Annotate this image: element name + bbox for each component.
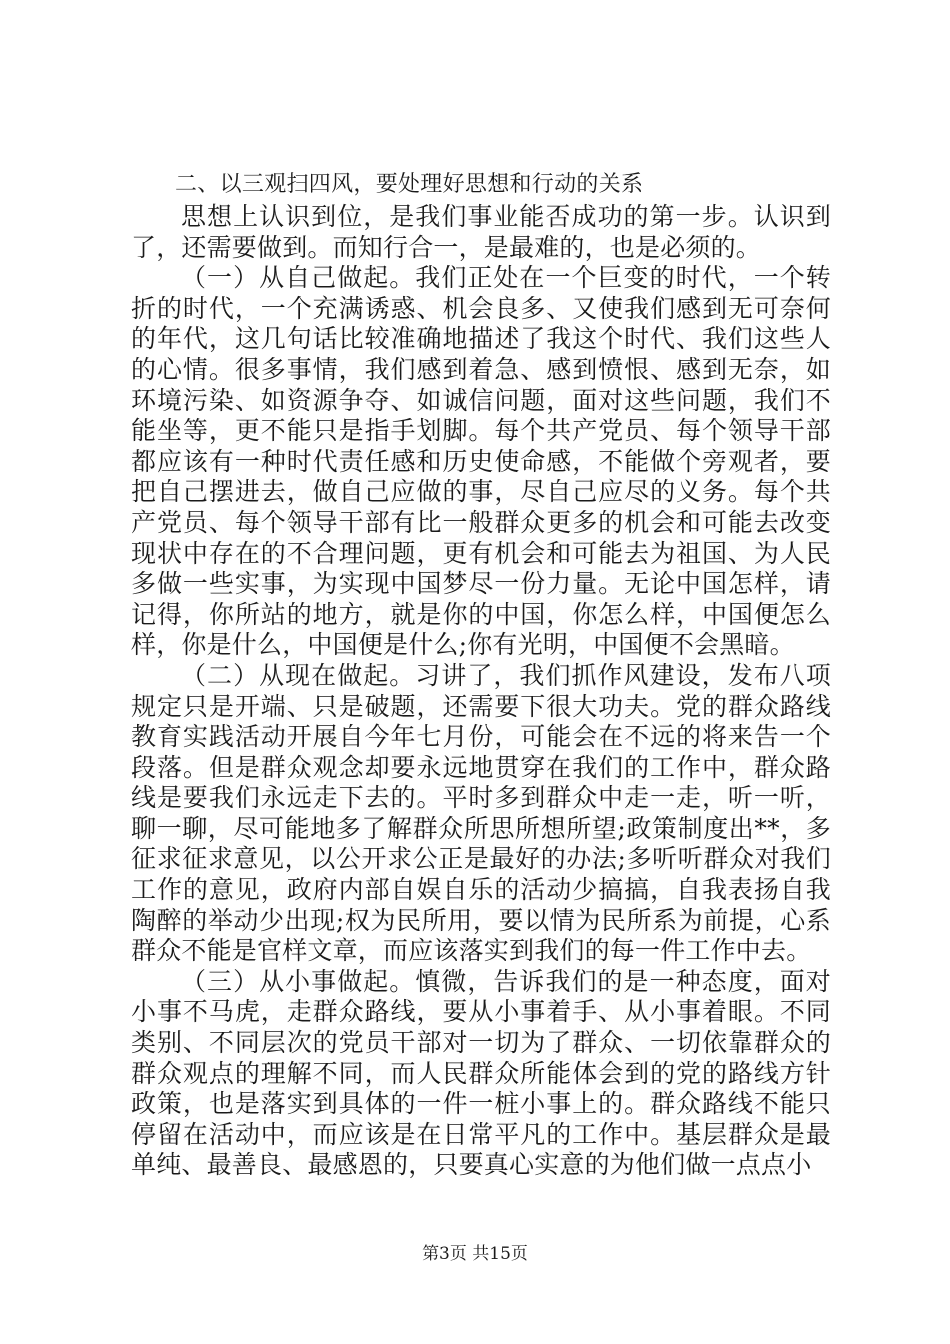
page-number-label: 第3页 共15页 (422, 1244, 528, 1264)
paragraph-point-one: （一）从自己做起。我们正处在一个巨变的时代，一个转折的时代，一个充满诱惑、机会良多、又使我们感到无可奈何的年代，这几句话比较准确地描述了我这个时代、我们这些人的心情。很多事情，我们感到着急、感到愤恨、感到无奈，如环境污染、如资源争夺、如诚信问题，面对这些问题，我们不能坐等，更不能只是指手划脚。每个共产党员、每个领导干部都应该有一种时代责任感和历史使命感，不能做个旁观者，要把自己摆进去，做自己应做的事，尽自己应尽的义务。每个共产党员、每个领导干部有比一般群众更多的机会和可能去改变现状中存在的不合理问题，更有机会和可能去为祖国、为人民多做一些实事，为实现中国梦尽一份力量。无论中国怎样，请记得，你所站的地方，就是你的中国，你怎么样，中国便怎么样，你是什么，中国便是什么;你有光明，中国便不会黑暗。 (131, 263, 831, 660)
section-heading: 二、以三观扫四风，要处理好思想和行动的关系 (175, 172, 644, 197)
page-footer (0, 1244, 950, 1264)
paragraph-point-three: （三）从小事做起。慎微，告诉我们的是一种态度，面对小事不马虎，走群众路线，要从小事着手、从小事着眼。不同类别、不同层次的党员干部对一切为了群众、一切依靠群众的群众观点的理解不同，而人民群众所能体会到的党的路线方针政策，也是落实到具体的一件一桩小事上的。群众路线不能只停留在活动中，而应该是在日常平凡的工作中。基层群众是最单纯、最善良、最感恩的，只要真心实意的为他们做一点点小 (131, 966, 831, 1180)
document-body (131, 168, 831, 1181)
paragraph-point-two: （二）从现在做起。习讲了，我们抓作风建设，发布八项规定只是开端、只是破题，还需要下很大功夫。党的群众路线教育实践活动开展自今年七月份，可能会在不远的将来告一个段落。但是群众观念却要永远地贯穿在我们的工作中，群众路线是要我们永远走下去的。平时多到群众中走一走，听一听，聊一聊，尽可能地多了解群众所思所想所望;政策制度出**，多征求征求意见，以公开求公正是最好的办法;多听听群众对我们工作的意见，政府内部自娱自乐的活动少搞搞，自我表扬自我陶醉的举动少出现;权为民所用，要以情为民所系为前提，心系群众不能是官样文章，而应该落实到我们的每一件工作中去。 (131, 660, 831, 966)
paragraph-intro: 思想上认识到位，是我们事业能否成功的第一步。认识到了，还需要做到。而知行合一，是最难的，也是必须的。 (131, 202, 831, 262)
